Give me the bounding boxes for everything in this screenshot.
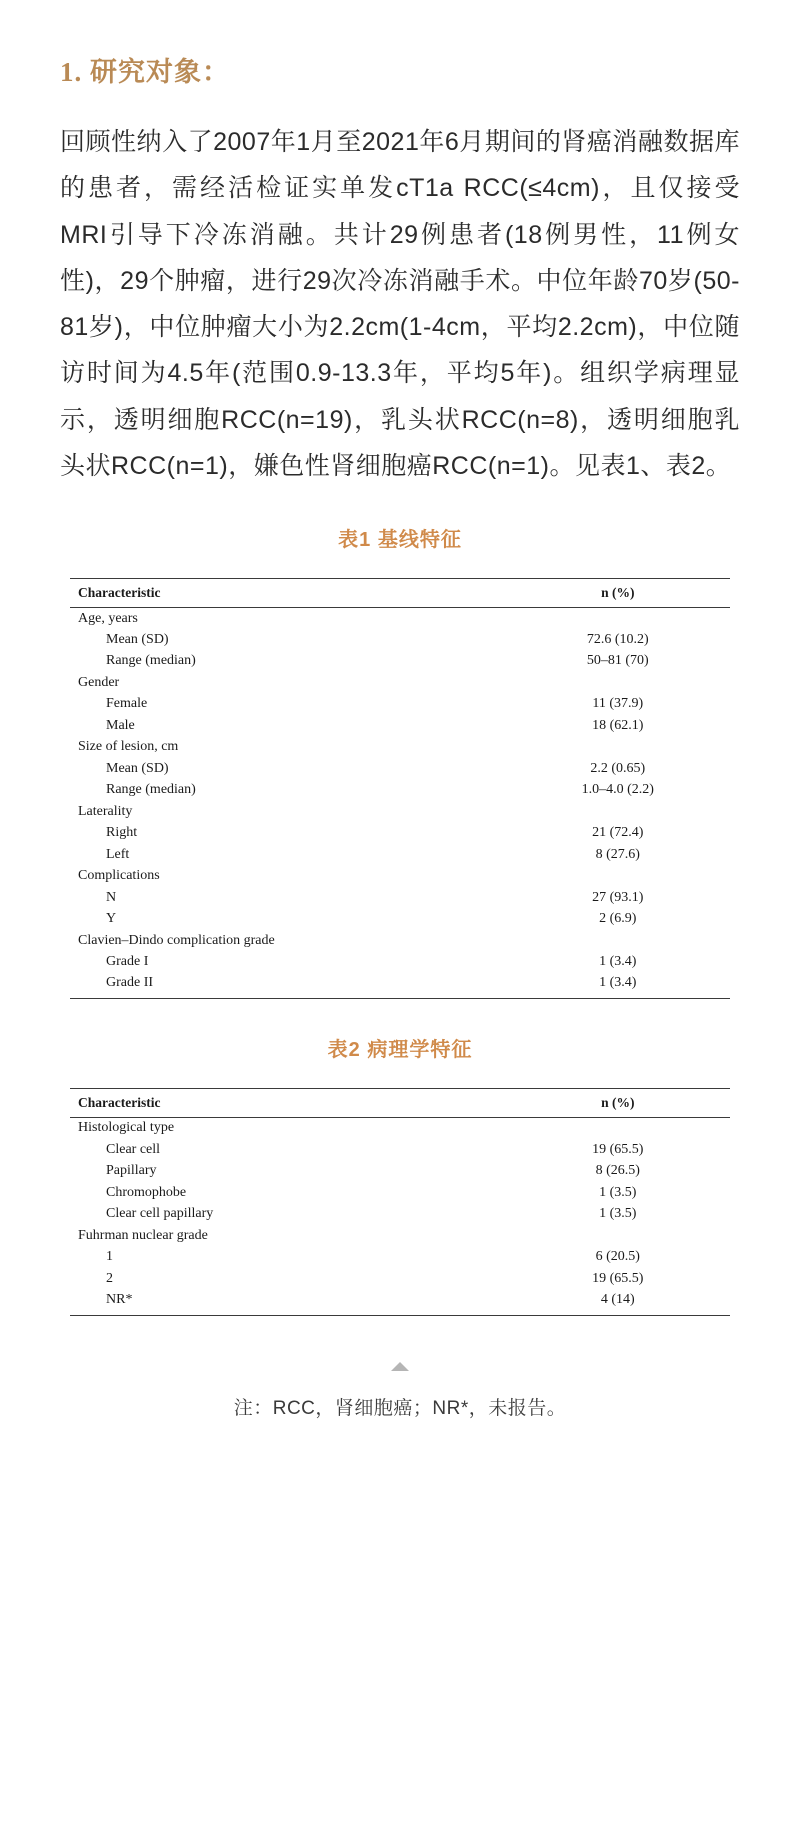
table1-bottom-rule [70,998,730,999]
table1-cell-label: Mean (SD) [106,631,169,647]
table2-cell-label: Histological type [78,1120,175,1136]
table2-cell-label: Clear cell [106,1141,161,1157]
table1-container [60,578,740,998]
table1-cell-label: Mean (SD) [106,760,169,776]
table2-cell-value: 19 (65.5) [592,1270,644,1286]
table1-cell-value [506,737,730,758]
table1-cell-label: Female [106,696,148,712]
table1-head [70,579,730,608]
table1-cell-label: Grade I [106,954,149,969]
table-row [70,930,730,951]
table1-cell-label: Size of lesion, cm [78,739,179,755]
table1-cell-label: Y [106,911,117,927]
table1-cell-value: 21 (72.4) [592,825,644,841]
table-row [70,844,730,865]
table-row [70,1247,730,1268]
table2-cell-value [506,1117,730,1139]
table1-cell-value: 2.2 (0.65) [590,760,646,776]
up-triangle-icon[interactable] [391,1362,409,1371]
table1-cell-label: Grade II [106,975,154,991]
table1-header-characteristic: Characteristic [70,579,506,608]
table-row [70,1139,730,1160]
table1-cell-value [506,672,730,693]
table-row [70,715,730,736]
table2-head [70,1088,730,1117]
table1-body [70,608,730,998]
table2-cell-value: 4 (14) [600,1292,635,1308]
table-row [70,1182,730,1203]
table2-cell-value: 6 (20.5) [595,1249,640,1265]
table1-cell-value: 11 (37.9) [592,696,644,712]
table1-header-row [70,579,730,608]
table1-cell-label: Complications [78,868,160,884]
table2-cell-label: Clear cell papillary [106,1206,214,1222]
table-row [70,1117,730,1139]
table1-header-n: n (%) [506,579,730,608]
table1-cell-label: Clavien–Dindo complication grade [78,932,275,948]
table-row [70,694,730,715]
table-row [70,801,730,822]
table2-cell-value: 1 (3.5) [599,1184,637,1200]
table1-cell-value [506,801,730,822]
table2-cell-label: Fuhrman nuclear grade [78,1227,208,1243]
table1-cell-value: 50–81 (70) [586,653,649,669]
table2-cell-value: 19 (65.5) [592,1141,644,1157]
table2-cell-label: Papillary [106,1163,157,1179]
table-row [70,973,730,998]
table-row [70,1204,730,1225]
table2-cell-label: NR* [106,1292,133,1308]
table-row [70,651,730,672]
page-footer [60,1362,740,1420]
table1-cell-label: Laterality [78,803,133,819]
table1-cell-value: 1.0–4.0 (2.2) [581,782,654,798]
table-row [70,823,730,844]
table1-cell-value [506,608,730,630]
baseline-characteristics-table [70,578,730,998]
table2-cell-value: 1 (3.5) [599,1206,637,1222]
pathology-characteristics-table [70,1088,730,1315]
table-row [70,1290,730,1315]
table1-cell-label: Male [106,717,135,733]
table-row [70,737,730,758]
table1-cell-label: Gender [78,674,120,690]
table1-cell-label: N [106,889,117,905]
table2-container [60,1088,740,1315]
table-row [70,887,730,908]
table2-cell-label: 2 [106,1270,113,1286]
table1-cell-label: Range (median) [106,782,196,798]
table-row [70,672,730,693]
table-footnote: 注：RCC，肾细胞癌；NR*，未报告。 [233,1397,567,1419]
table-row [70,866,730,887]
table2-cell-value: 8 (26.5) [595,1163,640,1179]
table1-cell-label: Right [106,825,138,841]
table1-cell-label: Age, years [78,610,138,626]
table-row [70,608,730,630]
table2-cell-label: 1 [106,1249,113,1265]
body-paragraph: 回顾性纳入了2007年1月至2021年6月期间的肾癌消融数据库的患者，需经活检证实单发cT1a RCC(≤4cm)，且仅接受MRI引导下冷冻消融。共计29例患者(18例男性，11例女性)，29个肿瘤，进行29次冷冻消融手术。中位年龄70岁(50-81岁)，中位肿瘤大小为2.2cm(1-4cm，平均2.2cm)，中位随访时间为4.5年(范围0.9-13.3年，平均5年)。组织学病理显示，透明细胞RCC(n=19)，乳头状RCC(n=8)，透明细胞乳头状RCC(n=1)，嫌色性肾细胞癌RCC(n=1)。见表1、表2。 [60,128,740,480]
table2-header-n: n (%) [506,1088,730,1117]
table1-cell-value [506,866,730,887]
page-title: 1. 研究对象： [60,57,230,87]
table1-cell-value [506,930,730,951]
table1-cell-value: 2 (6.9) [599,911,637,927]
table1-cell-value: 72.6 (10.2) [586,631,649,647]
table2-cell-value [506,1225,730,1246]
table-row [70,1225,730,1246]
table-row [70,1268,730,1289]
table-row [70,1161,730,1182]
table-row [70,758,730,779]
table2-header-row [70,1088,730,1117]
table2-cell-label: Chromophobe [106,1184,187,1200]
table1-cell-value: 8 (27.6) [595,846,640,862]
table-row [70,952,730,973]
table2-body [70,1117,730,1314]
table1-cell-label: Range (median) [106,653,196,669]
table1-cell-value: 1 (3.4) [599,975,637,991]
table2-bottom-rule [70,1315,730,1316]
table2-header-characteristic: Characteristic [70,1088,506,1117]
table1-cell-value: 27 (93.1) [592,889,644,905]
table1-cell-value: 1 (3.4) [599,954,637,969]
table1-caption: 表1 基线特征 [338,529,462,551]
table1-cell-value: 18 (62.1) [592,717,644,733]
table2-caption: 表2 病理学特征 [327,1038,473,1061]
table-row [70,780,730,801]
table-row [70,909,730,930]
table1-cell-label: Left [106,846,130,862]
table-row [70,629,730,650]
